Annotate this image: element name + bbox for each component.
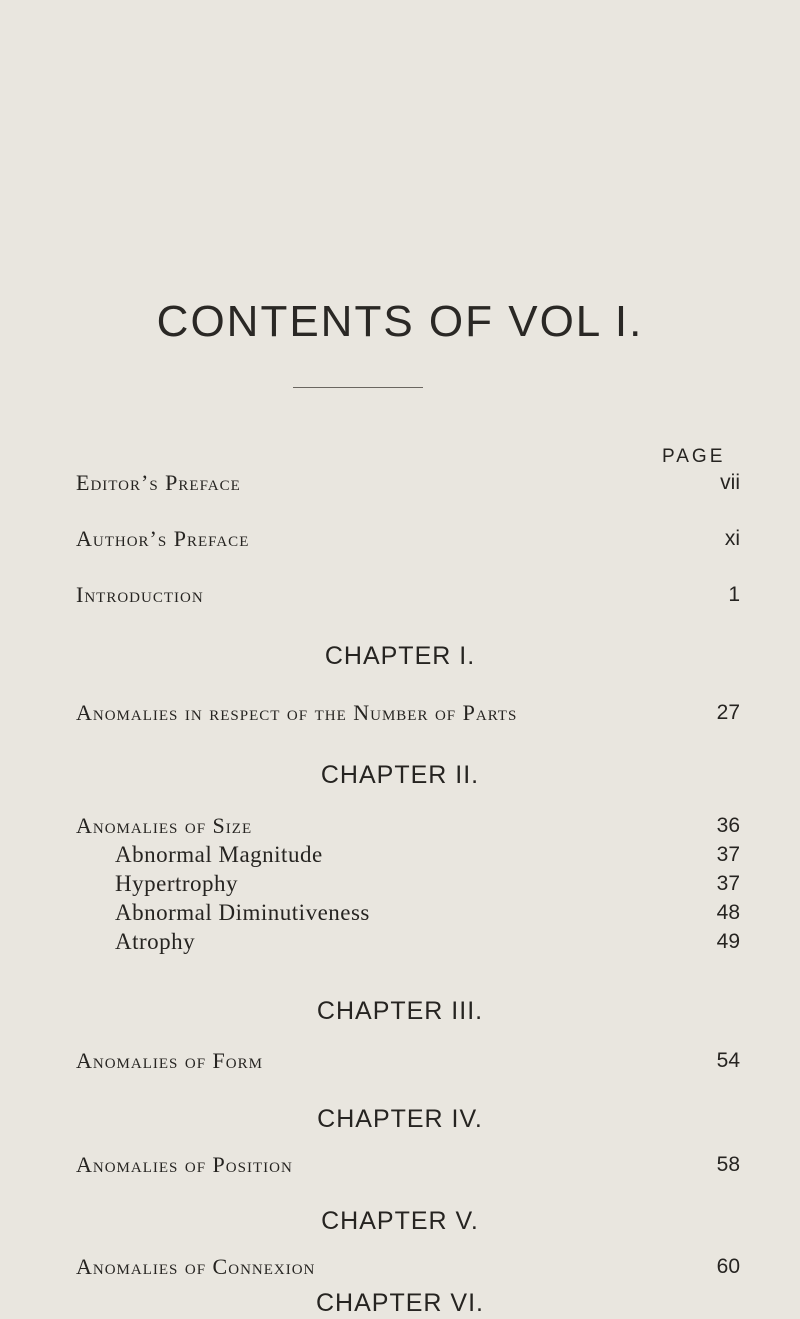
toc-entry[interactable] <box>76 811 740 841</box>
toc-entry-page: 27 <box>716 701 740 724</box>
chapter-heading: CHAPTER VI. <box>316 1289 484 1317</box>
chapter-heading: CHAPTER III. <box>316 997 484 1025</box>
toc-entry-page: 1 <box>728 583 740 606</box>
toc-entry-page: 48 <box>716 901 740 924</box>
chapter-heading: CHAPTER IV. <box>317 1105 483 1133</box>
toc-entry-label: Anomalies of Connexion <box>76 1254 316 1279</box>
chapter-heading: CHAPTER II. <box>320 761 480 789</box>
toc-entry-label: Atrophy <box>115 929 196 954</box>
toc-entry-label: Editor’s Preface <box>76 470 241 495</box>
toc-entry[interactable] <box>76 468 740 498</box>
page-title: CONTENTS OF VOL I. <box>156 297 644 346</box>
toc-entry-label: Anomalies of Form <box>76 1048 263 1073</box>
toc-entry-label: Author’s Preface <box>76 526 250 551</box>
toc-entry[interactable] <box>76 698 740 728</box>
toc-entry-label: Hypertrophy <box>115 871 239 896</box>
toc-entry-label: Abnormal Magnitude <box>115 842 323 867</box>
toc-entry-page: 49 <box>716 930 740 953</box>
toc-entry-label: Anomalies in respect of the Number of Parts <box>76 700 518 725</box>
toc-entry-page: 54 <box>716 1049 740 1072</box>
toc-entry-page: 58 <box>716 1153 740 1176</box>
toc-entry[interactable] <box>76 524 740 554</box>
toc-entry[interactable] <box>115 898 740 928</box>
chapter-heading: CHAPTER V. <box>321 1207 479 1235</box>
toc-entry[interactable] <box>76 1150 740 1180</box>
toc-entry-page: 37 <box>716 843 740 866</box>
toc-entry[interactable] <box>115 840 740 870</box>
toc-entry[interactable] <box>115 927 740 957</box>
toc-entry-page: vii <box>720 471 740 494</box>
toc-entry-page: 37 <box>716 872 740 895</box>
toc-entry-page: xi <box>724 527 740 550</box>
toc-entry[interactable] <box>76 580 740 610</box>
toc-entry[interactable] <box>76 1046 740 1076</box>
toc-entry-page: 60 <box>716 1255 740 1278</box>
toc-entry[interactable] <box>115 869 740 899</box>
toc-entry-label: Anomalies of Position <box>76 1152 293 1177</box>
toc-entry-label: Anomalies of Size <box>76 813 253 838</box>
toc-entry-label: Introduction <box>76 582 204 607</box>
chapter-heading: CHAPTER I. <box>324 642 476 670</box>
toc-entry[interactable] <box>76 1252 740 1282</box>
toc-entry-label: Abnormal Diminutiveness <box>115 900 370 925</box>
title-rule <box>293 387 423 388</box>
toc-entry-page: 36 <box>716 814 740 837</box>
page-column-label: PAGE <box>662 446 726 467</box>
